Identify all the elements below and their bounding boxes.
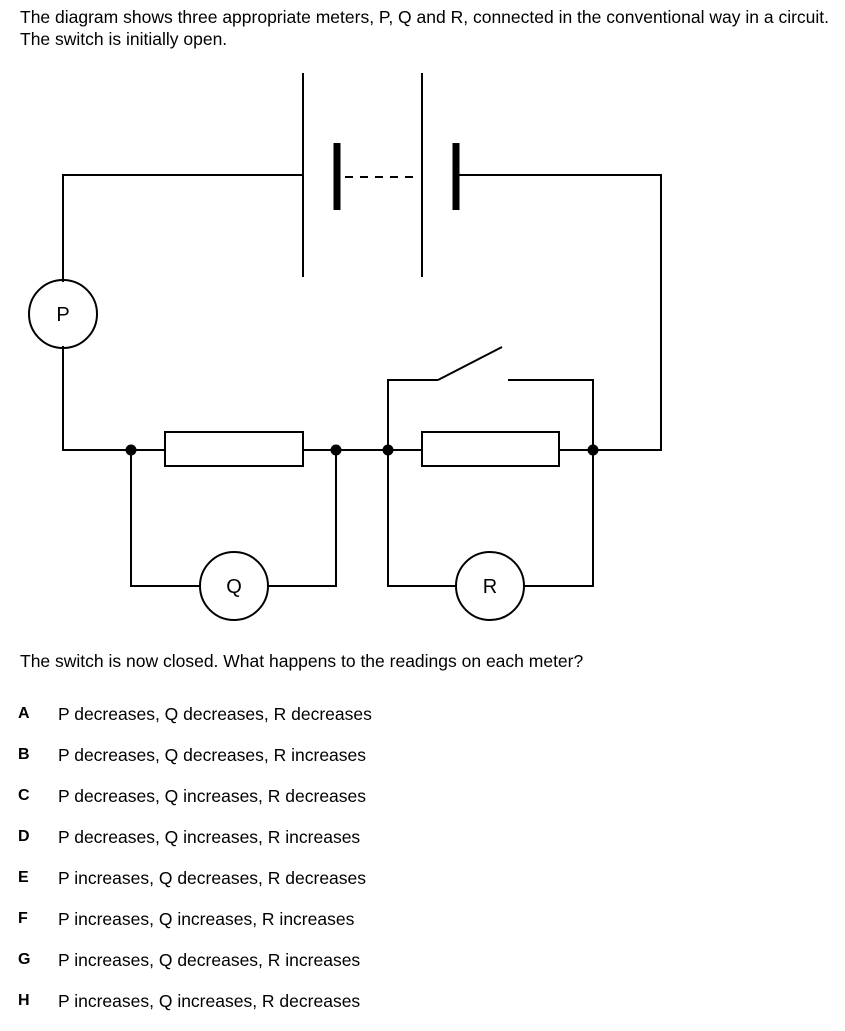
- option-letter: D: [18, 828, 30, 845]
- option-text: P increases, Q decreases, R increases: [58, 950, 361, 970]
- option-letter: F: [18, 910, 28, 927]
- option-text: P increases, Q increases, R increases: [58, 909, 355, 929]
- resistor-right: [422, 432, 559, 466]
- junction-dot-1: [126, 445, 137, 456]
- option-b[interactable]: [18, 744, 372, 785]
- option-text: P increases, Q increases, R decreases: [58, 991, 361, 1011]
- option-e[interactable]: [18, 867, 372, 908]
- switch-blade: [438, 347, 502, 380]
- wire-q-branch-right: [267, 450, 336, 586]
- wire-switch-right: [508, 380, 593, 450]
- option-c[interactable]: [18, 785, 372, 826]
- wire-q-branch-left: [131, 450, 200, 586]
- wire-switch-left: [388, 380, 438, 450]
- option-letter: B: [18, 746, 30, 763]
- wire-r-branch-right: [523, 450, 593, 586]
- wire-r-branch-left: [388, 450, 456, 586]
- option-text: P decreases, Q decreases, R increases: [58, 745, 367, 765]
- meter-q-label: Q: [226, 576, 242, 598]
- junction-dot-4: [588, 445, 599, 456]
- option-f[interactable]: [18, 908, 372, 949]
- option-letter: H: [18, 992, 30, 1009]
- meter-p-label: P: [56, 304, 70, 326]
- wire-top-left: [63, 175, 303, 282]
- junction-dot-3: [383, 445, 394, 456]
- wire-left-down: [63, 346, 131, 450]
- option-letter: E: [18, 869, 29, 886]
- resistor-left: [165, 432, 303, 466]
- option-d[interactable]: [18, 826, 372, 867]
- option-text: P decreases, Q decreases, R decreases: [58, 704, 372, 724]
- question-prompt: The switch is now closed. What happens to the readings on each meter?: [20, 651, 584, 671]
- option-text: P increases, Q decreases, R decreases: [58, 868, 367, 888]
- option-letter: G: [18, 951, 31, 968]
- option-g[interactable]: [18, 949, 372, 990]
- junction-dot-2: [331, 445, 342, 456]
- option-a[interactable]: [18, 703, 372, 744]
- meter-r-label: R: [482, 576, 498, 598]
- question-intro: The diagram shows three appropriate meters, P, Q and R, connected in the conventional way in a circuit. The switch is initially open.: [20, 7, 829, 49]
- wire-top-right: [456, 175, 661, 450]
- option-letter: A: [18, 705, 30, 722]
- option-text: P decreases, Q increases, R increases: [58, 827, 361, 847]
- option-text: P decreases, Q increases, R decreases: [58, 786, 367, 806]
- option-h[interactable]: [18, 990, 372, 1031]
- option-letter: C: [18, 787, 30, 804]
- answer-options: [18, 703, 372, 1031]
